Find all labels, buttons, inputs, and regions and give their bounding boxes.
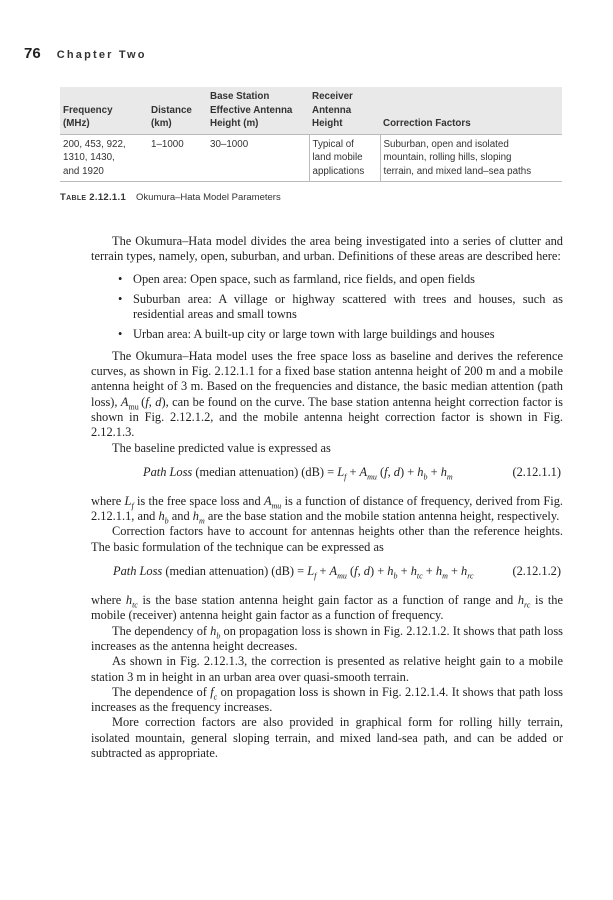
paragraph: where $h_{tc}$ is the base station antenna height gain factor as a function of range and $h_{rc}$ is the mobile (receiver) antenna height gain factor as a function of frequency. — [91, 593, 563, 623]
list-item: • Open area: Open space, such as farmland, rice fields, and open fields — [118, 271, 475, 286]
paragraph: The baseline predicted value is expressed as — [112, 440, 331, 455]
bullet-icon: • — [118, 271, 123, 286]
paragraph: Correction factors have to account for antennas heights other than the reference heights. The basic formulation of the technique can be expressed as — [91, 524, 563, 554]
list-item: • Urban area: A built-up city or large town with large buildings and houses — [118, 327, 495, 342]
table-caption — [60, 192, 281, 203]
table-header-cell: Frequency (MHz) — [60, 87, 148, 134]
table-cell: Suburban, open and isolated mountain, rolling hills, sloping terrain, and mixed land–sea paths — [380, 134, 562, 182]
paragraph: The Okumura–Hata model uses the free space loss as baseline and derives the reference curves, as shown in Fig. 2.12.1.1 for a fixed base station antenna height of 200 m and a mobile antenna height of 3 m. Based on the frequencies and distance, the basic median attention (path loss), $A_{mu}$ (f, d), can be found on the curve. The base station antenna height correction factor is shown in Fig. 2.12.1.2, and the mobile antenna height correction factor is shown in Fig. 2.12.1.3. — [91, 348, 563, 440]
equation-expression: Path Loss (median attenuation) $(dB) = L_f + A_{mu}$ (f, $d) + h_b + h_{tc} + h_m + h_{rc}$ — [113, 564, 474, 581]
table-header-cell: Correction Factors — [380, 87, 562, 134]
bullet-icon: • — [118, 327, 123, 342]
paragraph: As shown in Fig. 2.12.1.3, the correction is presented as relative height gain to a mobile station 3 m in height in an urban area over quasi-smooth terrain. — [91, 654, 563, 684]
table-header-cell: Distance (km) — [148, 87, 207, 134]
paragraph: where $L_f$ is the free space loss and $A_{mu}$ is a function of distance of frequency, derived from Fig. 2.12.1.1, and $h_b$ and $h_m$ are the base station and the mobile station antenna height, respectively. — [91, 493, 563, 526]
table-cell: 200, 453, 922, 1310, 1430, and 1920 — [60, 134, 148, 182]
equation-2-12-1-2 — [91, 564, 563, 584]
bullet-icon: • — [118, 291, 123, 306]
table-caption-label: Table 2.12.1.1 — [60, 192, 127, 203]
table-header-cell: Base Station Effective Antenna Height (m) — [207, 87, 309, 134]
equation-number: (2.12.1.1) — [512, 464, 561, 479]
table-cell: 30–1000 — [207, 134, 309, 182]
page-header — [24, 45, 147, 65]
equation-2-12-1-1 — [91, 465, 563, 485]
chapter-title: Chapter Two — [56, 49, 147, 61]
table-cell: 1–1000 — [148, 134, 207, 182]
paragraph: More correction factors are also provided in graphical form for rolling hilly terrain, isolated mountain, general sloping terrain, and mixed land-sea path, and can be added or subtracted as appropriate. — [91, 715, 563, 761]
body-text — [91, 234, 563, 761]
equation-number: (2.12.1.2) — [512, 564, 561, 579]
equation-expression: Path Loss (median attenuation) $(dB) = L_f + A_{mu}$ (f, $d) + h_b + h_m$ — [143, 464, 453, 482]
table-caption-text: Okumura–Hata Model Parameters — [136, 192, 281, 203]
table-header-cell: Receiver Antenna Height — [309, 87, 380, 134]
paragraph: The dependency of $h_b$ on propagation loss is shown in Fig. 2.12.1.2. It shows that path loss increases as the antenna height decreases. — [91, 623, 563, 653]
list-item: • Suburban area: A village or highway scattered with trees and houses, such as residential areas and small towns — [118, 291, 563, 322]
table-cell: Typical of land mobile applications — [309, 134, 380, 182]
table-header-row — [60, 87, 562, 134]
table-row — [60, 134, 562, 182]
bullet-list — [91, 272, 563, 343]
page-number: 76 — [24, 45, 41, 62]
paragraph: The dependence of $f_c$ on propagation loss is shown in Fig. 2.12.1.4. It shows that path loss increases as the frequency increases. — [91, 684, 563, 715]
paragraph: The Okumura–Hata model divides the area being investigated into a series of clutter and terrain types, namely, open, suburban, and urban. Definitions of these areas are described here: — [91, 234, 563, 264]
parameters-table — [60, 87, 562, 182]
